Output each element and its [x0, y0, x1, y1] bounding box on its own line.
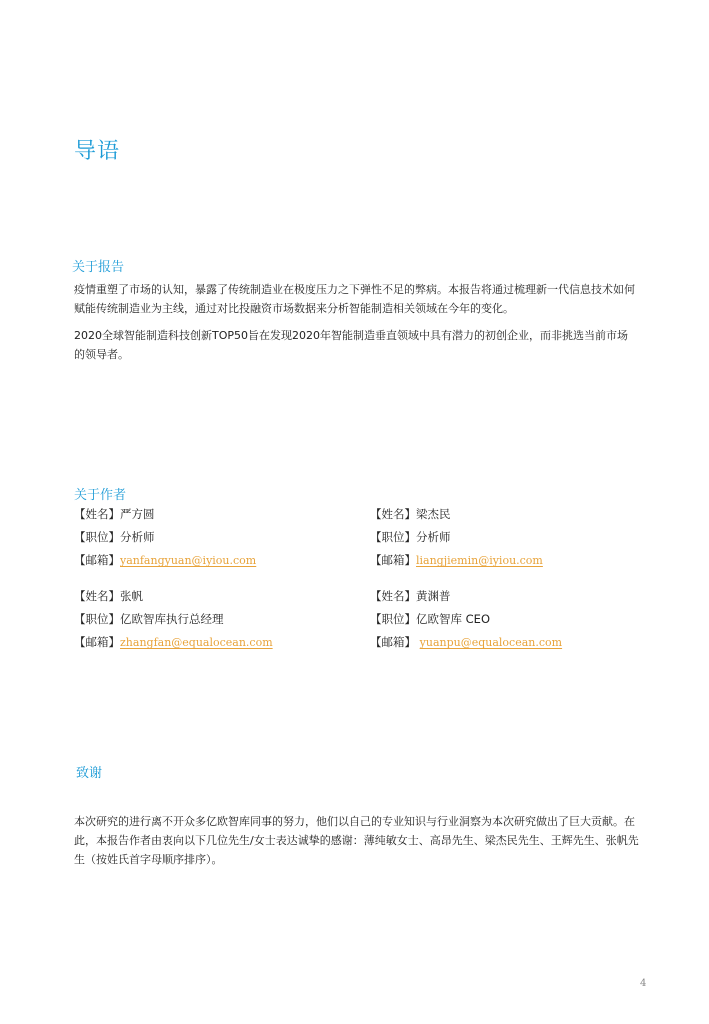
author-email-link[interactable]: yuanpu@equalocean.com: [419, 636, 563, 649]
author-email-row: [74, 634, 273, 651]
email-label: 【邮箱】: [370, 553, 416, 567]
about-report-heading: 关于报告: [72, 260, 125, 275]
acknowledgement-heading: 致谢: [76, 766, 103, 781]
title-label: 【职位】: [74, 612, 120, 626]
author-email-row: [74, 552, 256, 569]
author-title: 亿欧智库 CEO: [416, 612, 491, 626]
author-card-1: [74, 506, 256, 569]
acknowledgement-text: 本次研究的进行离不开众多亿欧智库同事的努力，他们以自己的专业知识与行业洞察为本次研究做出了巨大贡献。在此，本报告作者由衷向以下几位先生/女士表达诚挚的感谢：薄纯敏女士、高昂先生、梁杰民先生、王辉先生、张帆先生（按姓氏首字母顺序排序）。: [74, 815, 639, 866]
author-title: 分析师: [416, 530, 451, 544]
title-label: 【职位】: [370, 530, 416, 544]
title-label: 【职位】: [370, 612, 416, 626]
author-title-row: [74, 529, 256, 545]
author-name-row: [370, 506, 543, 522]
about-report-paragraph-2: 2020全球智能制造科技创新TOP50旨在发现2020年智能制造垂直领域中具有潜力的初创企业，而非挑选当前市场的领导者。: [74, 329, 628, 361]
author-title: 分析师: [120, 530, 155, 544]
name-label: 【姓名】: [370, 507, 416, 521]
about-authors-heading: 关于作者: [74, 488, 127, 503]
author-title: 亿欧智库执行总经理: [120, 612, 224, 626]
author-name: 梁杰民: [416, 507, 451, 521]
title-label: 【职位】: [74, 530, 120, 544]
author-name: 严方圆: [120, 507, 155, 521]
author-card-3: [74, 588, 273, 651]
author-card-2: [370, 506, 543, 569]
author-email-link[interactable]: liangjiemin@iyiou.com: [416, 554, 543, 567]
author-email-link[interactable]: yanfangyuan@iyiou.com: [120, 554, 257, 567]
email-label: 【邮箱】: [370, 635, 416, 649]
author-title-row: [370, 529, 543, 545]
author-name-row: [74, 588, 273, 604]
author-email-row: [370, 552, 543, 569]
author-title-row: [370, 611, 562, 627]
author-name: 张帆: [120, 589, 143, 603]
about-report-paragraph-1: 疫情重塑了市场的认知，暴露了传统制造业在极度压力之下弹性不足的弊病。本报告将通过梳理新一代信息技术如何赋能传统制造业为主线，通过对比投融资市场数据来分析智能制造相关领域在今年的变化。: [74, 283, 635, 315]
name-label: 【姓名】: [74, 589, 120, 603]
email-label: 【邮箱】: [74, 553, 120, 567]
author-card-4: [370, 588, 562, 651]
author-name-row: [370, 588, 562, 604]
author-title-row: [74, 611, 273, 627]
author-name-row: [74, 506, 256, 522]
author-email-row: [370, 634, 562, 651]
author-name: 黄渊普: [416, 589, 451, 603]
page-number: 4: [640, 978, 647, 989]
author-email-link[interactable]: zhangfan@equalocean.com: [120, 636, 273, 649]
name-label: 【姓名】: [74, 507, 120, 521]
email-label: 【邮箱】: [74, 635, 120, 649]
name-label: 【姓名】: [370, 589, 416, 603]
page-title: 导语: [74, 139, 121, 164]
